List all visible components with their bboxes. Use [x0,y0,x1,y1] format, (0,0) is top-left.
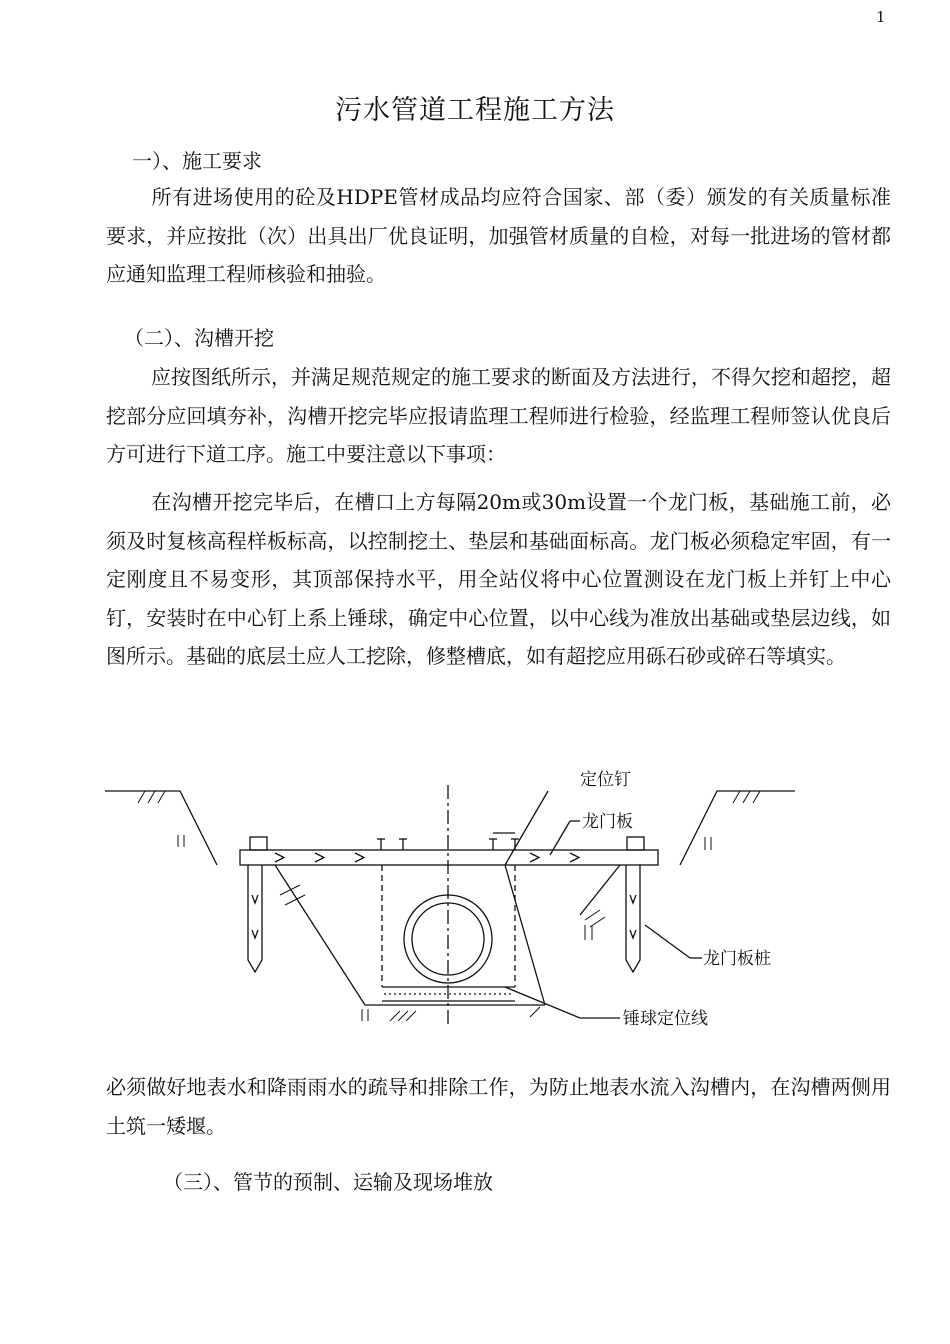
section-heading-2: （二）、沟槽开挖 [124,326,274,350]
page-title: 污水管道工程施工方法 [335,95,615,126]
paragraph-text: 应按图纸所示，并满足规范规定的施工要求的断面及方法进行，不得欠挖和超挖，超挖部分应回填夯补，沟槽开挖完毕应报请监理工程师进行检验，经监理工程师签认优良后方可进行下道工序。施工中要注意以下事项： [106,365,891,466]
label-locating-nail: 定位钉 [580,770,631,790]
trench-cross-section-diagram [100,755,800,1045]
paragraph-excavation-method [106,358,891,474]
board-block-left [250,837,267,850]
paragraph-text: 在沟槽开挖完毕后，在槽口上方每隔20m或30m设置一个龙门板，基础施工前，必须及时复核高程样板标高，以控制挖土、垫层和基础面标高。龙门板必须稳定牢固，有一定刚度且不易变形，其顶部保持水平，用全站仪将中心位置测设在龙门板上并钉上中心钉，安装时在中心钉上系上锤球，确定中心位置，以中心线为准放出基础或垫层边线，如图所示。基础的底层土应人工挖除，修整槽底，如有超挖应用砾石砂或碎石等填实。 [106,490,891,668]
paragraph-quality-requirements [106,178,891,294]
batter-board [240,850,658,865]
label-batter-board: 龙门板 [582,812,633,832]
pile-left [248,865,262,972]
section-heading-3: （三）、管节的预制、运输及现场堆放 [163,1170,493,1194]
leader-pile [645,925,690,958]
ground-right [680,791,795,865]
trench-slope-right-lower [505,865,545,1005]
paragraph-text: 所有进场使用的砼及HDPE管材成品均应符合国家、部（委）颁发的有关质量标准要求，并应按批（次）出具出厂优良证明，加强管材质量的自检，对每一批进场的管材都应通知监理工程师核验和抽验。 [106,185,891,286]
page-number: 1 [876,8,886,26]
ground-left [105,791,217,865]
pile-right [626,865,640,972]
section-heading-1: 一）、施工要求 [132,149,262,173]
trench-slope-right-outer [580,865,620,915]
label-batter-board-pile: 龙门板桩 [703,949,771,969]
trench-slope-right [505,791,548,865]
label-plumb-line: 锤球定位线 [623,1009,708,1029]
paragraph-batter-board [106,483,891,676]
trench-slope-left [275,865,365,1005]
board-block-right [627,837,644,850]
leader-plumb [505,987,580,1018]
paragraph-drainage: 必须做好地表水和降雨雨水的疏导和排除工作，为防止地表水流入沟槽内，在沟槽两侧用土筑一矮堰。 [106,1075,891,1138]
